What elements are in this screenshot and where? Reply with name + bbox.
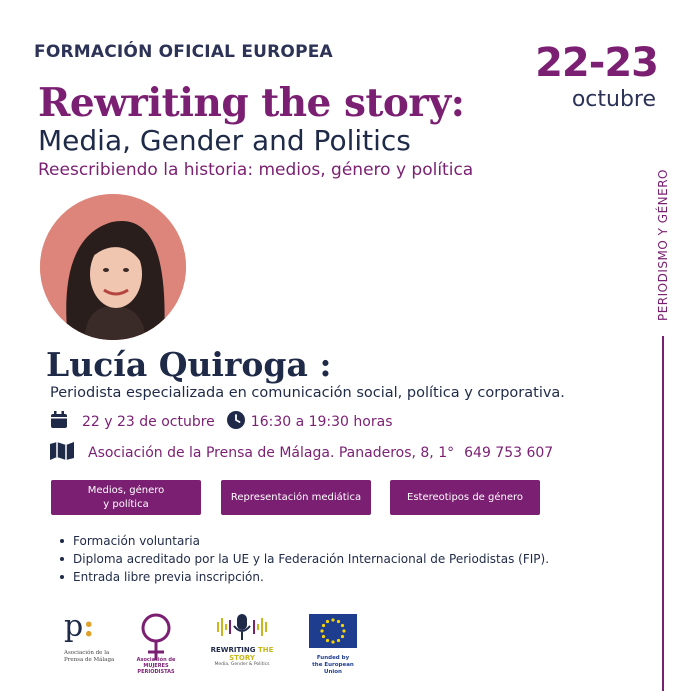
logo-text: the European Union [312,661,354,675]
tag-line: Medios, género [87,485,165,496]
location-row [50,442,553,464]
event-subtitle-en: Media, Gender and Politics [38,124,411,157]
clock-icon [227,411,245,433]
logo-text: THE STORY [229,646,274,662]
tag-line: y política [103,498,149,510]
logo-text: Asociación de la [64,650,110,656]
logo-text: REWRITING [210,646,256,654]
list-item: Entrada libre previa inscripción. [60,568,549,586]
logo-text: Asociación de [136,657,176,663]
logo-text: Funded by [316,655,350,661]
tag-gender-stereotypes: Estereotipos de género [390,480,540,515]
event-time: 16:30 a 19:30 horas [250,414,393,430]
logo-text: PERIODISTAS [137,668,175,675]
logo-european-union [304,614,362,676]
event-month: octubre [571,87,656,112]
tag-media-gender-politics [51,480,201,515]
logo-text: MUJERES [143,662,169,669]
side-divider [662,336,664,691]
event-location: Asociación de la Prensa de Málaga. Panaderos, 8, 1° [88,445,455,461]
tag-media-representation: Representación mediática [221,480,371,515]
list-item: Diploma acreditado por la UE y la Federación Internacional de Periodistas (FIP). [60,550,549,568]
logo-rewriting-the-story [203,612,281,667]
speaker-role: Periodista especializada en comunicación social, política y corporativa. [50,385,565,401]
calendar-icon [50,411,68,433]
microphone-icon [214,612,270,642]
logo-tagline: Media, Gender & Politics [214,662,270,667]
event-date-range: 22-23 [535,40,658,86]
speaker-photo-illustration [40,194,186,340]
event-title: Rewriting the story: [38,80,465,126]
venus-symbol-icon [134,612,178,662]
list-item: Formación voluntaria [60,532,549,550]
event-phone: 649 753 607 [464,445,554,461]
date-time-row [50,411,393,433]
speaker-name: Lucía Quiroga : [46,345,332,384]
logo-press-association-malaga [64,609,124,664]
logo-text: Prensa de Málaga [64,657,115,664]
event-date: 22 y 23 de octubre [82,414,215,430]
side-label-text: PERIODISMO Y GÉNERO [656,168,670,322]
speaker-photo [40,194,186,340]
event-subtitle-es: Reescribiendo la historia: medios, género y política [38,160,474,180]
header-label: FORMACIÓN OFICIAL EUROPEA [34,42,333,62]
logo-women-journalists [134,612,178,675]
eu-flag-icon [309,614,357,648]
time-group [227,411,393,433]
map-icon [50,442,74,464]
press-association-mark: p: [64,609,95,644]
side-label [652,160,674,330]
info-bullets [60,532,549,586]
